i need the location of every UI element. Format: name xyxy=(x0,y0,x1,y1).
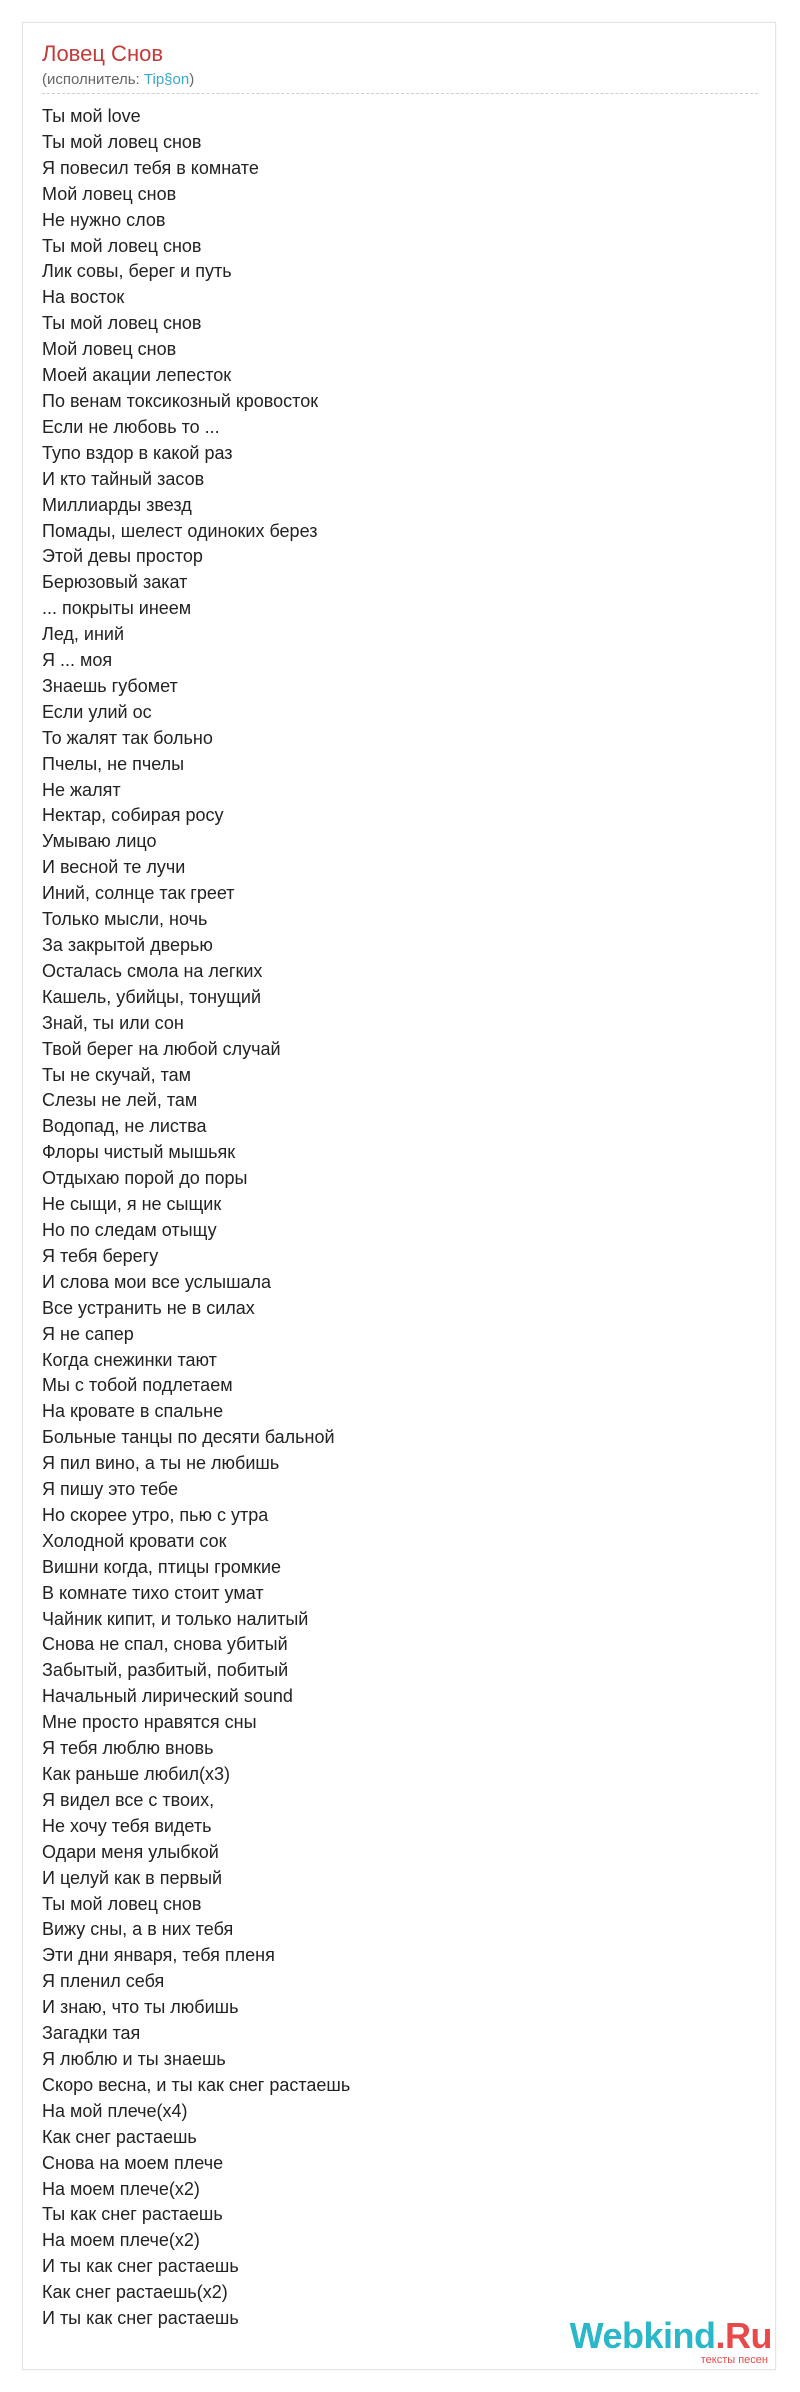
lyric-line: Слезы не лей, там xyxy=(42,1090,198,1111)
lyric-line: Я люблю и ты знаешь xyxy=(42,2048,226,2069)
lyrics-list xyxy=(42,104,742,2332)
lyric-line: Вижу сны, а в них тебя xyxy=(42,1919,234,1940)
lyric-line: Я повесил тебя в комнате xyxy=(42,157,259,178)
lyric-line: Мой ловец снов xyxy=(42,183,177,204)
lyric-line: Забытый, разбитый, побитый xyxy=(42,1660,289,1681)
lyric-line: Нектар, собирая росу xyxy=(42,805,224,826)
logo-brand xyxy=(569,2315,772,2356)
lyric-line: На моем плече(x2) xyxy=(42,2178,200,2199)
lyric-line: Лик совы, берег и путь xyxy=(42,261,232,282)
lyric-line: Только мысли, ночь xyxy=(42,909,208,930)
lyric-line: Лед, иний xyxy=(42,624,125,645)
lyric-line: Моей акации лепесток xyxy=(42,365,232,386)
lyric-line: Мой ловец снов xyxy=(42,339,177,360)
lyric-line: Водопад, не листва xyxy=(42,1116,207,1137)
lyric-line: Я не сапер xyxy=(42,1323,134,1344)
lyric-line: Как снег растаешь(x2) xyxy=(42,2282,228,2303)
lyric-line: ... покрыты инеем xyxy=(42,598,192,619)
site-logo[interactable] xyxy=(569,2315,772,2366)
lyric-line: Ты мой ловец снов xyxy=(42,131,202,152)
lyric-line: Не жалят xyxy=(42,779,121,800)
lyric-line: Мы с тобой подлетаем xyxy=(42,1375,233,1396)
lyric-line: Я тебя берегу xyxy=(42,1245,159,1266)
lyric-line: Мне просто нравятся сны xyxy=(42,1712,257,1733)
logo-tagline: тексты песен xyxy=(700,2354,768,2366)
lyric-line: Знаешь губомет xyxy=(42,675,178,696)
artist-line xyxy=(42,70,194,90)
lyric-line: Берюзовый закат xyxy=(42,572,188,593)
lyric-line: В комнате тихо стоит умат xyxy=(42,1582,264,1603)
lyric-line: Одари меня улыбкой xyxy=(42,1841,219,1862)
lyric-line: Твой берег на любой случай xyxy=(42,1038,281,1059)
lyric-line: Осталась смола на легких xyxy=(42,960,263,981)
lyric-line: То жалят так больно xyxy=(42,727,213,748)
lyric-line: Ты мой ловец снов xyxy=(42,313,202,334)
lyric-line: Кашель, убийцы, тонущий xyxy=(42,986,262,1007)
song-title: Ловец Снов xyxy=(42,41,164,66)
logo-brand-main: Webkind xyxy=(569,2315,716,2356)
lyric-line: Помады, шелест одиноких берез xyxy=(42,520,318,541)
lyric-line: Ты не скучай, там xyxy=(42,1064,192,1085)
lyric-line: Тупо вздор в какой раз xyxy=(42,442,233,463)
lyric-line: Не нужно слов xyxy=(42,209,166,230)
artist-prefix: (исполнитель: xyxy=(42,71,144,88)
lyric-line: Знай, ты или сон xyxy=(42,1012,184,1033)
lyric-line: Я пишу это тебе xyxy=(42,1479,179,1500)
lyric-line: Иний, солнце так греет xyxy=(42,883,235,904)
lyric-line: Но скорее утро, пью с утра xyxy=(42,1504,269,1525)
lyric-line: Больные танцы по десяти бальной xyxy=(42,1427,335,1448)
lyric-line: Ты мой ловец снов xyxy=(42,1893,202,1914)
lyric-line: Отдыхаю порой до поры xyxy=(42,1168,248,1189)
lyric-line: Эти дни января, тебя пленя xyxy=(42,1945,275,1966)
lyric-line: Я видел все с твоих, xyxy=(42,1789,215,1810)
artist-link[interactable]: Tip§on xyxy=(143,71,190,88)
lyric-line: Скоро весна, и ты как снег растаешь xyxy=(42,2074,351,2095)
lyric-line: Этой девы простор xyxy=(42,546,203,567)
lyric-line: Когда снежинки тают xyxy=(42,1349,217,1370)
lyric-line: Холодной кровати сок xyxy=(42,1530,227,1551)
lyric-line: Ты как снег растаешь xyxy=(42,2204,223,2225)
lyric-line: Как снег растаешь xyxy=(42,2126,197,2147)
lyric-line: Ты мой love xyxy=(42,106,141,126)
lyric-line: Ты мой ловец снов xyxy=(42,235,202,256)
lyric-line: Все устранить не в силах xyxy=(42,1297,255,1318)
lyric-line: И кто тайный засов xyxy=(42,468,205,489)
lyric-line: Я пил вино, а ты не любишь xyxy=(42,1453,280,1474)
lyric-line: На моем плече(x2) xyxy=(42,2230,200,2251)
lyric-line: Если не любовь то ... xyxy=(42,416,220,437)
lyric-line: И ты как снег растаешь xyxy=(42,2256,239,2277)
lyric-line: Флоры чистый мышьяк xyxy=(42,1142,236,1163)
lyric-line: Снова на моем плече xyxy=(42,2152,224,2173)
lyric-line: Умываю лицо xyxy=(42,831,157,852)
lyric-line: Как раньше любил(x3) xyxy=(42,1764,231,1784)
lyric-line: По венам токсикозный кровосток xyxy=(42,390,319,411)
lyric-line: Начальный лирический sound xyxy=(42,1686,293,1707)
lyric-line: На мой плече(x4) xyxy=(42,2100,188,2121)
lyric-line: За закрытой дверью xyxy=(42,935,213,955)
lyric-line: Пчелы, не пчелы xyxy=(42,753,185,774)
lyric-line: Не хочу тебя видеть xyxy=(42,1815,212,1836)
artist-suffix: ) xyxy=(189,71,195,88)
lyric-line: Загадки тая xyxy=(42,2023,141,2044)
lyric-line: Я ... моя xyxy=(42,650,113,671)
lyric-line: И слова мои все услышала xyxy=(42,1271,272,1292)
lyric-line: Но по следам отыщу xyxy=(42,1219,217,1240)
lyric-line: Чайник кипит, и только налитый xyxy=(42,1608,309,1629)
lyric-line: Снова не спал, снова убитый xyxy=(42,1634,288,1655)
lyric-line: Миллиарды звезд xyxy=(42,494,192,515)
logo-brand-tld: .Ru xyxy=(715,2315,772,2356)
lyric-line: И ты как снег растаешь xyxy=(42,2308,239,2329)
lyric-line: И весной те лучи xyxy=(42,857,186,878)
lyric-line: На кровате в спальне xyxy=(42,1401,224,1422)
lyric-line: Я тебя люблю вновь xyxy=(42,1738,214,1759)
lyric-line: Не сыщи, я не сыщик xyxy=(42,1194,222,1215)
lyric-line: На восток xyxy=(42,287,125,308)
lyric-line: Вишни когда, птицы громкие xyxy=(42,1556,282,1577)
lyric-line: Я пленил себя xyxy=(42,1971,165,1992)
title-divider xyxy=(42,93,758,94)
lyric-line: И знаю, что ты любишь xyxy=(42,1997,239,2018)
lyric-line: И целуй как в первый xyxy=(42,1867,223,1888)
lyric-line: Если улий ос xyxy=(42,701,152,722)
